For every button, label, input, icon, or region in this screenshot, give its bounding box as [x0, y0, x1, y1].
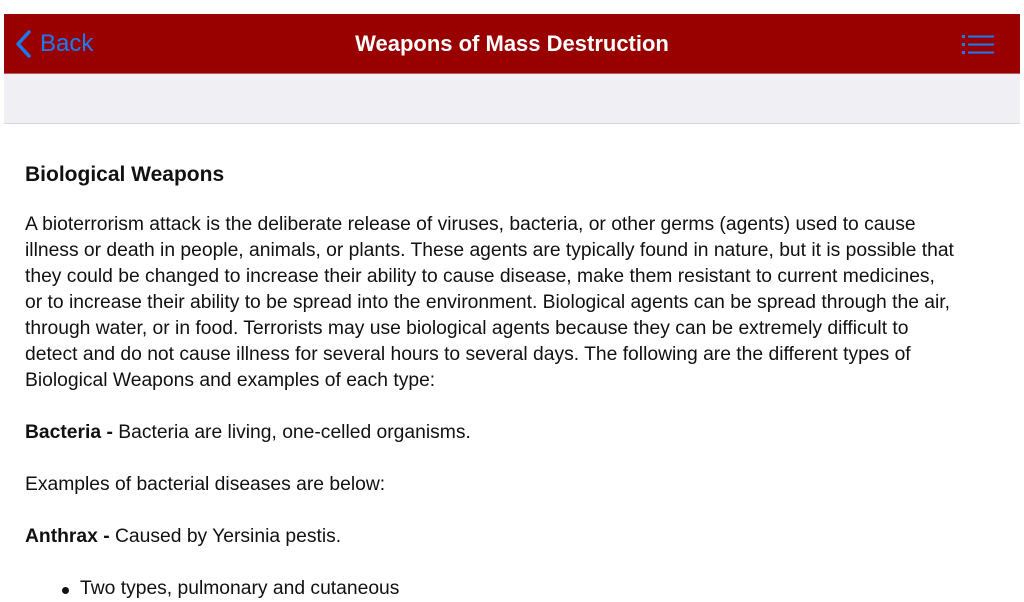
intro-line: they could be changed to increase their ability to cause disease, make them resistant to current medicines, [25, 266, 935, 287]
toolbar-area [4, 74, 1020, 124]
page-title: Weapons of Mass Destruction [355, 31, 669, 56]
intro-line: or to increase their ability to be spread into the environment. Biological agents can be spread through the air, [25, 292, 950, 313]
intro-line: illness or death in people, animals, or plants. These agents are typically found in nature, but it is possible that [25, 240, 954, 261]
article-content [25, 162, 1005, 602]
navigation-bar [4, 14, 1020, 74]
intro-line: detect and do not cause illness for several hours to several days. The following are the different types of [25, 344, 911, 365]
back-button[interactable] [14, 28, 93, 60]
intro-line: A bioterrorism attack is the deliberate release of viruses, bacteria, or other germs (agents) used to cause [25, 214, 916, 235]
back-label: Back [40, 30, 94, 57]
anthrax-term: Anthrax - [25, 526, 110, 547]
bacteria-text: Bacteria are living, one-celled organisms. [112, 422, 471, 443]
list-item: Two types, pulmonary and cutaneous [80, 576, 1005, 602]
list-icon [962, 34, 994, 56]
intro-paragraph [25, 212, 1005, 394]
app-screen [4, 14, 1020, 599]
bacteria-definition [25, 420, 1005, 446]
intro-line: Biological Weapons and examples of each type: [25, 370, 436, 391]
section-heading: Biological Weapons [25, 163, 225, 186]
intro-line: through water, or in food. Terrorists may use biological agents because they can be extremely difficult to [25, 318, 909, 339]
examples-intro: Examples of bacterial diseases are below: [25, 474, 386, 495]
anthrax-bullet-list [25, 576, 1005, 602]
anthrax-definition [25, 524, 1005, 550]
bacteria-term: Bacteria - [25, 422, 113, 443]
chevron-left-icon [14, 29, 34, 59]
menu-button[interactable] [962, 34, 994, 56]
anthrax-text: Caused by Yersinia pestis. [109, 526, 342, 547]
